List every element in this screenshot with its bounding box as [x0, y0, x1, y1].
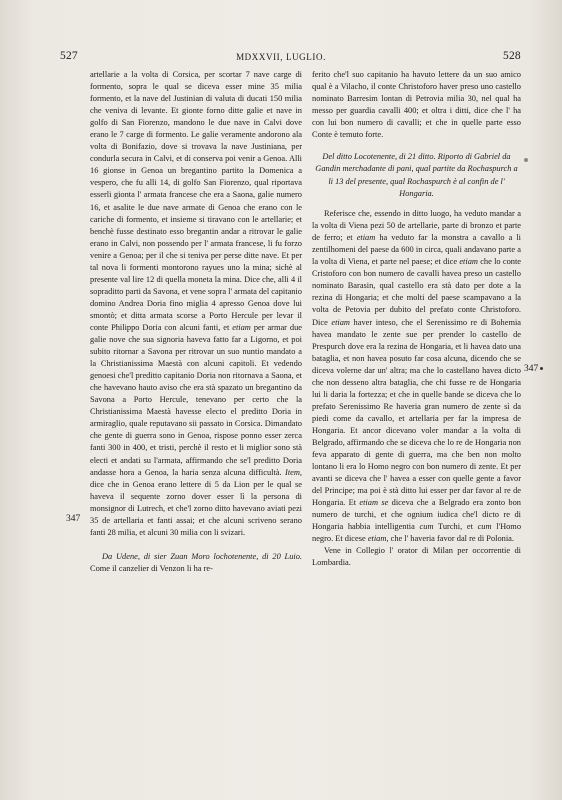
right-text-h: che l' haveria favor dal re di Polonia. [390, 534, 514, 544]
left-italic-etiam: etiam [232, 322, 251, 332]
margin-dot-icon [540, 367, 543, 370]
dateline-text: Come il canzelier di Venzon li ha re- [90, 563, 213, 573]
right-text-b: ha veduto far la monstra a cavallo a li zentilhomeni del paese da 600 in circa, quali andavano parte a la volta di Viena, et parte nel paese; et dice [312, 233, 521, 267]
right-italic-4: etiam se [359, 498, 389, 508]
right-paragraph-2 [312, 208, 521, 545]
left-paragraph [90, 69, 302, 539]
right-text-f: Turchi, et [438, 522, 473, 532]
margin-speck-icon [524, 158, 528, 162]
left-italic-item: Item, [285, 467, 303, 477]
right-italic-1: etiam [356, 233, 376, 243]
right-text-a: Referisce che, essendo in ditto luogo, ha veduto mandar a la volta di Viena pezi 50 de artellarie, parte di bronzo et parte de ferro; et [312, 209, 521, 243]
right-italic-7: etiam, [367, 534, 389, 544]
right-text-c: che lo conte Cristoforo con bon numero de cavalli havea preso un castello nominato Barasin, qual castello era stà dato per dote a la rezina di Hongaria; et che molti del paese scampavano a la volta de Petovia per dubito del prefato conte Christoforo. Dice [312, 257, 522, 327]
right-italic-5: cum [419, 522, 434, 532]
left-column [90, 69, 302, 575]
margin-note-right [524, 364, 543, 374]
running-header: MDXXVII, LUGLIO. [236, 52, 326, 62]
right-paragraph-1: ferito che'l suo capitanio ha havuto lettere da un suo amico qual è a Vilacho, il conte Christoforo haver preso uno castello nominato Barresim lontan di Petrovia milia 30, nel qual ha messo per guardia cavalli 400; et oltra i ditti, dice che l' ha con lui bon numero di cavalli; et che in quelle parte esso Conte è temuto forte. [312, 70, 521, 140]
page-number-left: 527 [60, 50, 78, 62]
right-italic-6: cum [477, 522, 492, 532]
right-text-g: l'Homo negro. Et dicese [312, 522, 522, 544]
right-italic-3: etiam [331, 317, 350, 327]
right-text-e: diceva che a Belgrado era zonto bon numero de turchi, et che ognium iudica che'l dicto re di Hongaria habbia intelligentia [312, 498, 521, 532]
right-italic-2: etiam [459, 257, 478, 267]
margin-note-left: 347 [66, 514, 81, 524]
section-heading: Del ditto Locotenente, di 21 ditto. Riporto di Gabriel da Gandin merchadante di pani, qual partite da Rochaspurch a li 13 del presente, qual Rochaspurch è al confin de l' Hongaria. [315, 152, 518, 198]
left-text-3: dice che in Genoa erano lettere di 5 da Lion per le qual se haveva il sequente zorno dover esser lì la persona di monsignor di Lutrech, et che'l zorno ditto havevano aviati pezi 35 de artellaria et fanti assai; et che alcuni scriveno serano fanti 28 milia, et alcuni 30 milia con li svizari. [90, 479, 302, 537]
dateline-italic: Da Udene, di sier Zuan Moro lochotenente, di 20 Luio. [102, 551, 302, 561]
left-text-1: artellarie a la volta di Corsica, per scortar 7 nave carge di formento, sopra le qual se diceva esser mine 35 milia formento, et la nave del Justinian di valuta di ducati 150 milia che veniva di levante. Et gionte forno ditte galie et nave in golfo di San Fiorenzo, mandono le due nave in Calvi dove erano le 7 carge di formento. Le galie veramente andorono ala volta di Bonifazio, dove si trovava la nave Justiniana, per condurla secura in Calvi, et di conserva poi venir a Genoa. Alli 16 gionse in Genoa un bregantino partito la Domenica a vespero, che fu alli 14, di golfo San Fiorenzo, qual riportava esserli gionta l' armata francese che era a Saona, galie numero 16, et asalite le due nave armate di Genoa che erano con le cariche di formento, et insieme si tiravano con le artellarie; et benchè fusse destinato esso bregantin andar a ritrovar le galie erano in Calvi, non possendo per l' armata francese, li fu forzo venire a Genoa; per il che si teniva per perse ditte nave. Et per tal nova li formenti montorono rayues uno la mina; sichè al presente val lire 12 di quella moneta la mina. Dice che, alli 4 il sopraditto parti da Savona, et vene sopra l' armata del capitanio domino Andrea Doria fino miglia 4 apresso Genoa dove lui smontò; et ditta armata scorse a Porto Hercule per levar il conte Philippo Doria con alcuni fanti, et [90, 70, 302, 332]
right-paragraph-3: Vene in Collegio l' orator di Milan per occorrentie di Lombardia. [312, 546, 521, 568]
page-number-right: 528 [503, 50, 521, 62]
right-column [312, 69, 521, 570]
right-text-d: haver inteso, che el Serenissimo re di Bohemia havea mandato le zente sue per prender lo castello de Prespurch dove era la rezina de Hongaria, et li havea dato una bataglia, et non havea posuto far cosa alcuna, dicendo che se diceva volerne dar un' altra; ma che lo castellano havea dicto che non desseno altra bataglia, che chi fusse re de Hongaria lui li daria la fortezza; et che in quelle bande se diceva che lo prefato Serenissimo Re haveria gran numero de zente sì da piedi come da cavallo, et artellaria per far la impresa de Hongaria. Et ancor dicevano voler mandar a la volta di Belgrado, affirmando che se diceva che lo re de Hongaria non feva apparato di gente di guerra, ma che ben non molto lontano li era lo Homo negro con bon numero di zente. Et per avanti se diceva che l' havea a esser con quelle gente a favor del Principe; ma poi è stà ditto lui esser per dar favor al re de Hongaria. Et [312, 317, 521, 508]
margin-note-right-text: 347 [524, 364, 539, 374]
left-text-2: per armar due galie nove che sua signoria haveva fatto far a Ligorno, et poi subito ritornar a Savona per ritrovar un suo nuntio mandato a la Christianissima Maestà con alcuni capitoli. Et vedendo genoesi che'l preditto capitanio Doria non ritornava a Saona, et che havevano hauto aviso che era stà spazato un bregantino da Savona a Porto Hercule, tenevano per certo che la Christianissima Maestà havesse electo el preditto Doria in armiraglio, quale reputavano sii passato in Corsica. Dimandato che gente di guerra sono in Genoa, rispose ponno esser zerca fanti 300 in 400, et tristi, perchè il resto et li miglior sono stà electi et andati su l'armata, affirmando che se'l preditto Doria andasse hora a Genoa, la haria senza alcuna difficultà. [90, 322, 303, 477]
dateline-paragraph [90, 551, 302, 575]
